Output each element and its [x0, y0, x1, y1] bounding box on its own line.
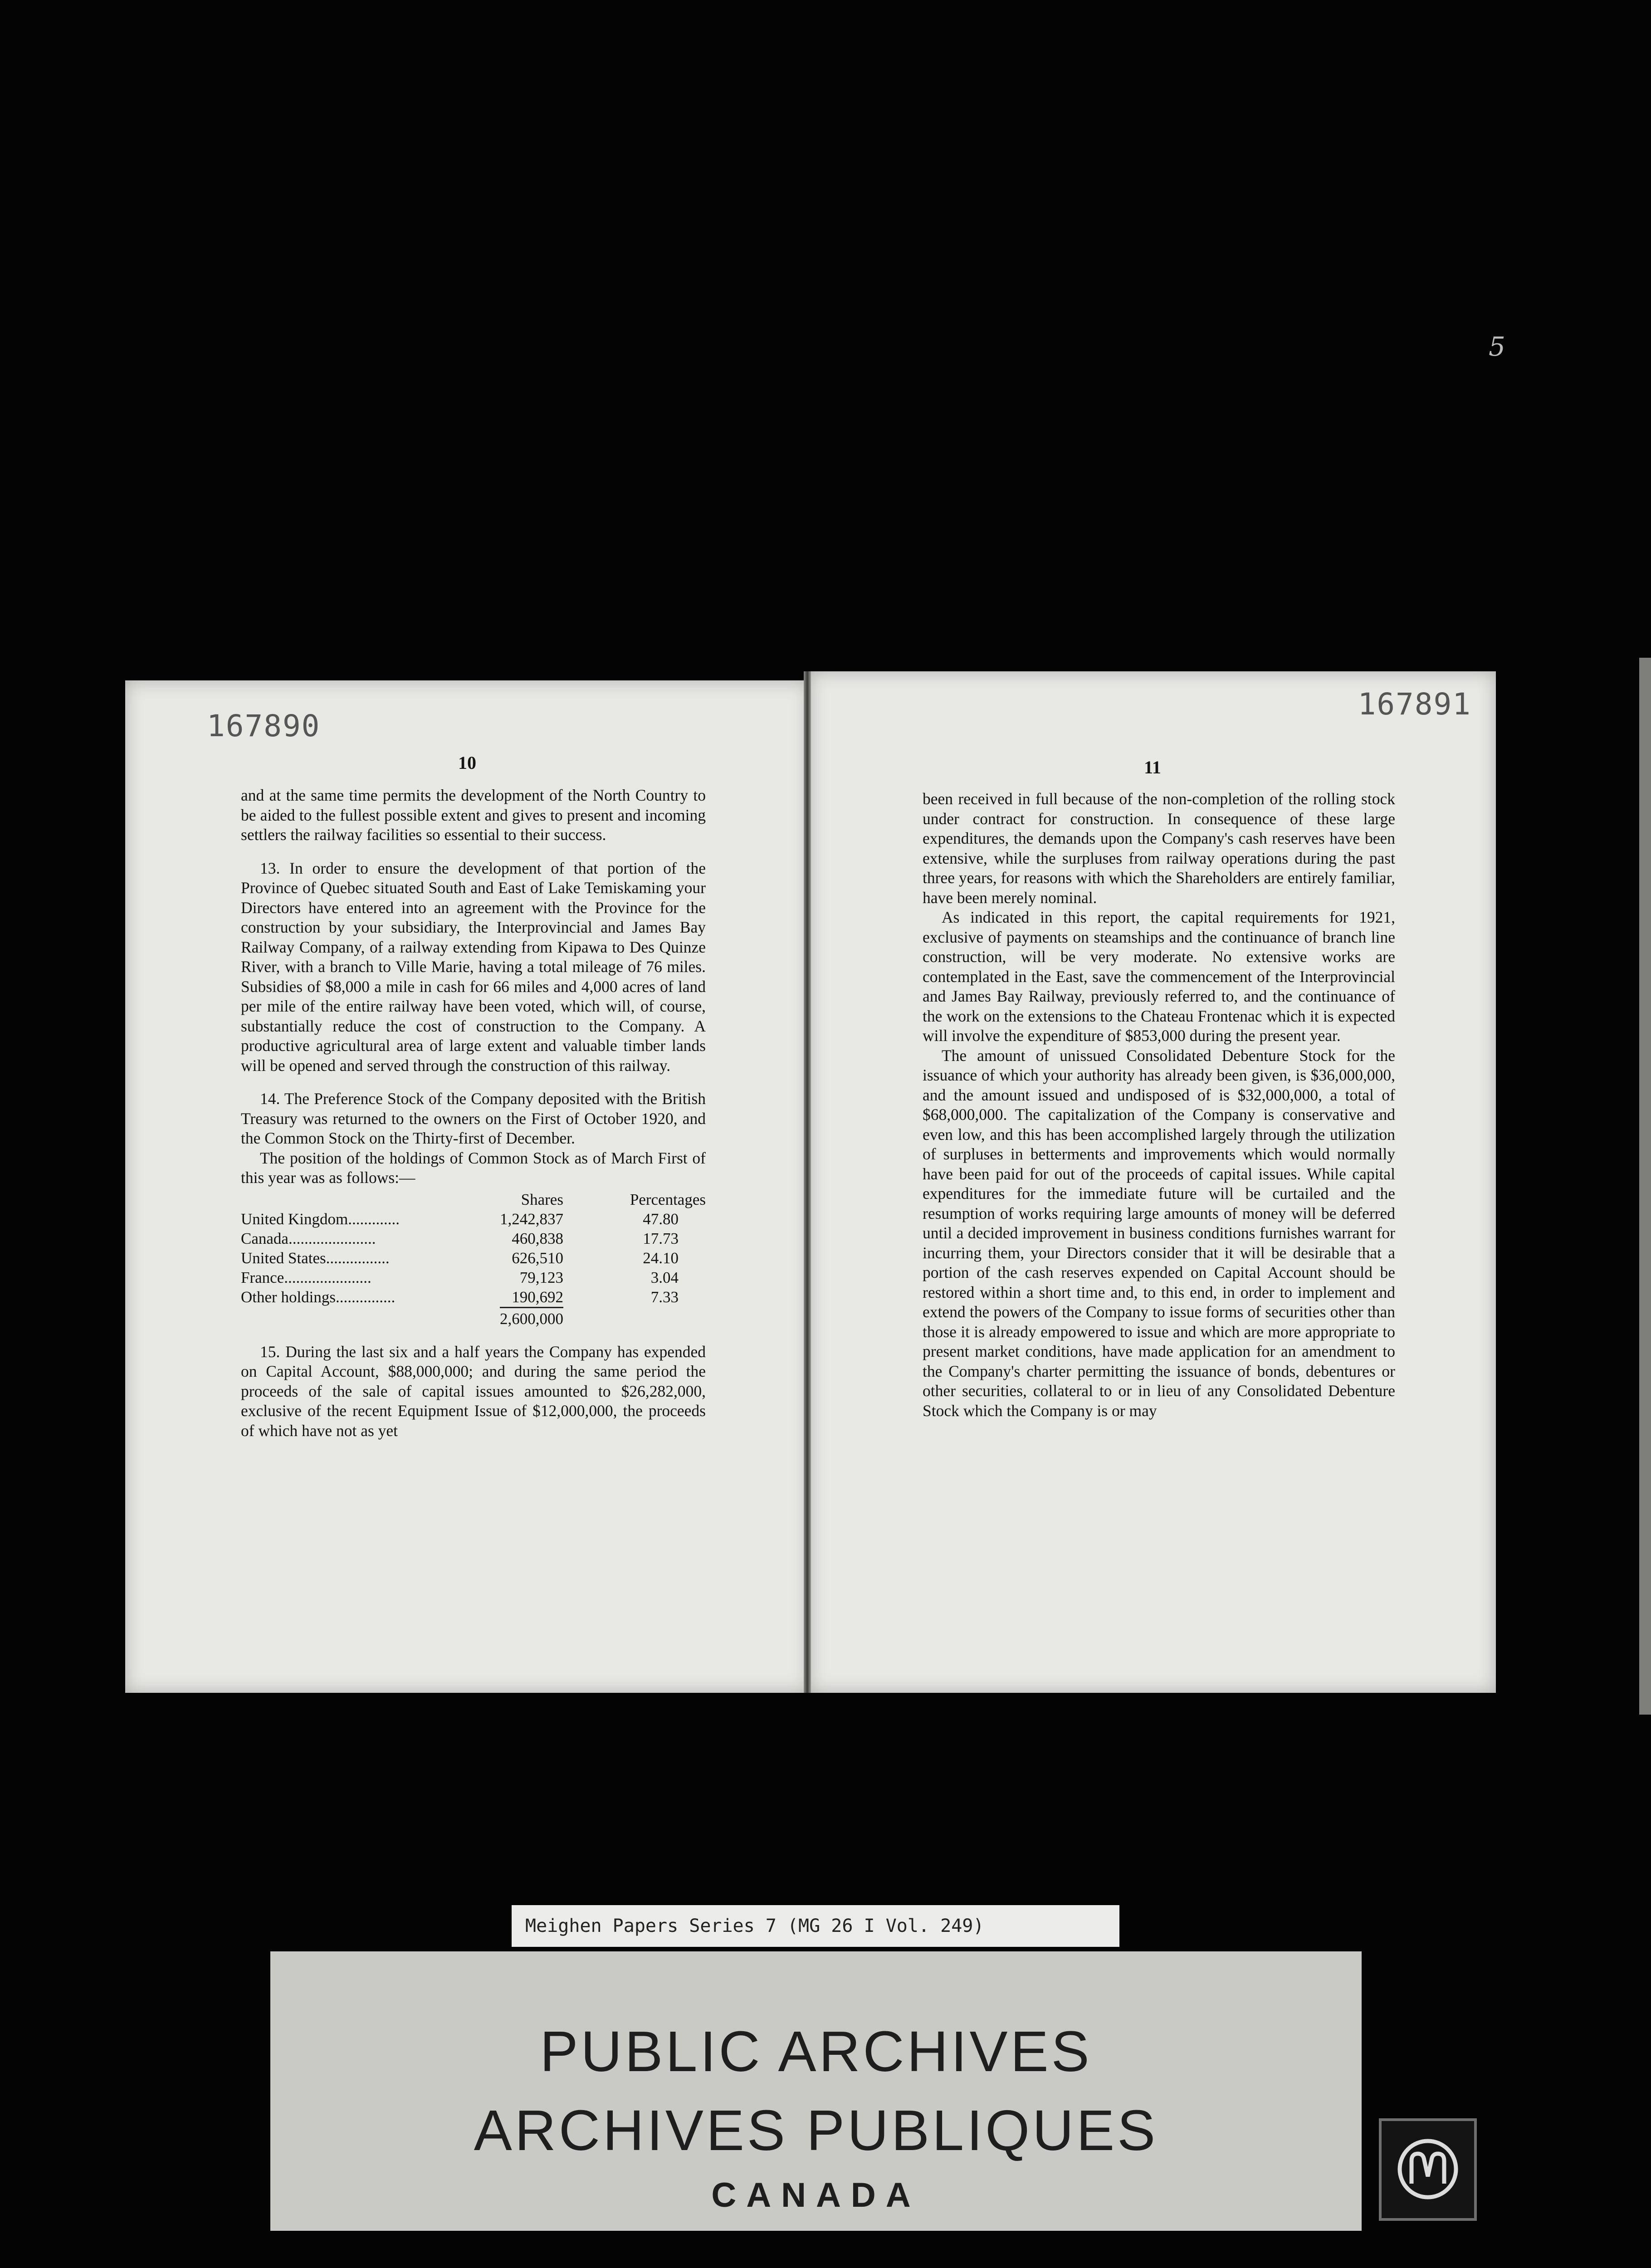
- right-page-text: [923, 789, 1395, 1421]
- shares-cell: 79,123: [519, 1268, 563, 1286]
- country-cell: Canada......................: [241, 1229, 376, 1247]
- table-total-row: [241, 1307, 706, 1329]
- shares-cell: 460,838: [512, 1229, 563, 1247]
- left-page-text: [241, 786, 706, 1441]
- country-cell: Other holdings...............: [241, 1288, 396, 1306]
- right-page-number: 11: [1144, 757, 1161, 777]
- shares-total: 2,600,000: [500, 1307, 563, 1329]
- paragraph: The amount of unissued Consolidated Debenture Stock for the issuance of which your authority has already been given, is $36,000,000, and the amount issued and undisposed of is $32,000,000, a total of $68,000,000. The capitalization of the Company is conservative and even low, and this has been accomplished largely through the utilization of surpluses in betterments and improvements which would normally have been paid for out of the proceeds of capital issues. While capital expenditures for the immediate future will be curtailed and the resumption of works requiring large amounts of money will be deferred until a decided improvement in business conditions furnishes warrant for incurring them, your Directors consider that it will be desirable that a portion of the cash reserves expended on Capital Account should be restored within a short time and, to this end, in order to implement and extend the powers of the Company to issue forms of securities other than those it is already empowered to issue and which are more appropriate to present market conditions, have made application for an amendment to the Company's charter permitting the issuance of bonds, debentures or other securities, collateral to or in lieu of any Consolidated Debenture Stock which the Company is or may: [923, 1046, 1395, 1420]
- paragraph: and at the same time permits the development of the North Country to be aided to the fullest possible extent and gives to present and incoming settlers the railway facilities so essential to their success.: [241, 786, 706, 844]
- left-page: [125, 680, 809, 1693]
- left-page-number: 10: [458, 753, 476, 773]
- percentage-cell: 47.80: [643, 1210, 679, 1228]
- archives-card-english: PUBLIC ARCHIVES: [540, 2019, 1092, 2083]
- paragraph: 14. The Preference Stock of the Company deposited with the British Treasury was returned to the owners on the First of October 1920, and the Common Stock on the Thirty-first of December.: [241, 1090, 706, 1147]
- archives-card-french: ARCHIVES PUBLIQUES: [474, 2098, 1158, 2162]
- right-page-stamp-number: 167891: [1358, 687, 1471, 722]
- archives-card: [270, 1951, 1362, 2231]
- paragraph: been received in full because of the non-completion of the rolling stock under contract for construction. In consequence of these large expenditures, the demands upon the Company's cash reserves have been extensive, while the surpluses from railway operations during the past three years, for reasons with which the Shareholders are entirely familiar, have been merely nominal.: [923, 790, 1395, 907]
- archives-logo-svg: [1392, 2133, 1464, 2205]
- shares-cell: 190,692: [512, 1288, 563, 1306]
- percentage-cell: 17.73: [643, 1229, 679, 1247]
- shares-cell: 626,510: [512, 1249, 563, 1267]
- paragraph: The position of the holdings of Common Stock as of March First of this year was as follows:—: [241, 1149, 706, 1187]
- country-cell: United States................: [241, 1249, 390, 1267]
- paragraph: 13. In order to ensure the development of that portion of the Province of Quebec situated South and East of Lake Temiskaming your Directors have entered into an agreement with the Province for the construction by your subsidiary, the Interprovincial and James Bay Railway Company, of a railway extending from Kipawa to Des Quinze River, with a branch to Ville Marie, having a total mileage of 76 miles. Subsidies of $8,000 a mile in cash for 66 miles and 4,000 acres of land per mile of the entire railway have been voted, which will, of course, substantially reduce the cost of construction to the Company. A productive agricultural area of large extent and valuable timber lands will be opened and served through the construction of this railway.: [241, 859, 706, 1075]
- corner-handwritten-mark: 5: [1489, 331, 1505, 362]
- adjacent-page-edge: [1639, 658, 1651, 1715]
- archive-reference-label: Meighen Papers Series 7 (MG 26 I Vol. 249): [512, 1905, 1119, 1947]
- left-page-stamp-number: 167890: [207, 709, 321, 743]
- paragraph: As indicated in this report, the capital requirements for 1921, exclusive of payments on steamships and the continuance of branch line construction, will be very moderate. No extensive works are contemplated in the East, save the commencement of the Interprovincial and James Bay Railway, previously referred to, and the continuance of the work on the extensions to the Chateau Frontenac which it is expected will involve the expenditure of $853,000 during the present year.: [923, 908, 1395, 1045]
- shares-cell: 1,242,837: [499, 1210, 563, 1228]
- country-cell: United Kingdom.............: [241, 1210, 400, 1228]
- archives-logo-icon: [1379, 2118, 1477, 2221]
- country-cell: France......................: [241, 1268, 371, 1286]
- book-spine: [804, 671, 811, 1693]
- paragraph: 15. During the last six and a half years the Company has expended on Capital Account, $88,000,000; and during the same period the proceeds of the sale of capital issues amounted to $26,282,000, exclusive of the recent Equipment Issue of $12,000,000, the proceeds of which have not as yet: [241, 1342, 706, 1440]
- percentage-cell: 24.10: [643, 1249, 679, 1267]
- table-row: [241, 1248, 706, 1268]
- archives-card-country: CANADA: [711, 2176, 921, 2214]
- percentage-cell: 3.04: [650, 1268, 679, 1286]
- right-page: [809, 671, 1496, 1693]
- holdings-table: [241, 1190, 706, 1329]
- table-row: [241, 1287, 706, 1307]
- table-header-row: [241, 1190, 706, 1209]
- percentages-header: Percentages: [630, 1190, 706, 1208]
- percentage-cell: 7.33: [650, 1288, 679, 1306]
- table-row: [241, 1268, 706, 1287]
- shares-header: Shares: [521, 1190, 563, 1208]
- table-row: [241, 1209, 706, 1229]
- table-row: [241, 1229, 706, 1248]
